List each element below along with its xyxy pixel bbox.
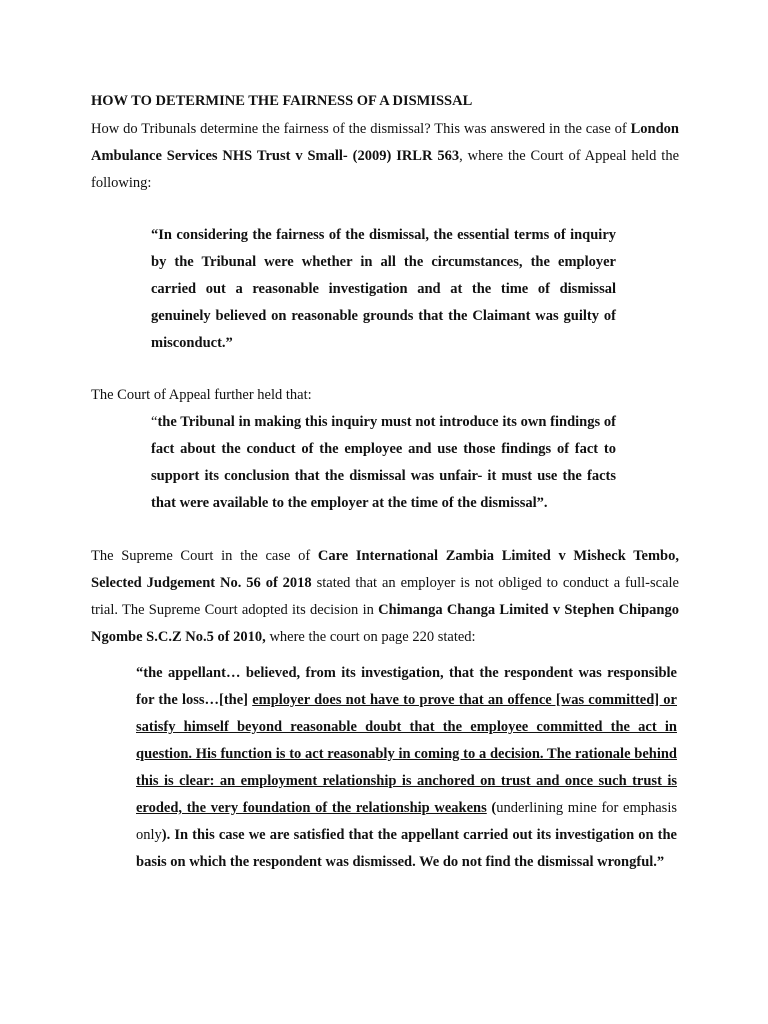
case-citation-london-ambulance: London Ambulance Services NHS Trust v Small- (2009) IRLR 563 [91,121,679,164]
quote-3-underlined: employer does not have to prove that an offence [was committed] or satisfy himself beyond reasonable doubt that the employee committed the act in question. His function is to act reasonably in coming to a decision. The rationale behind this is clear: an employment relationship is anchored on trust and once such trust is eroded, the very foundation of the relationship weakens [136,692,677,816]
quote-open-mark: “ [151,414,158,430]
section-heading: HOW TO DETERMINE THE FAIRNESS OF A DISMISSAL [91,93,473,109]
quote-3-emphasis-note: underlining mine for emphasis only [136,800,677,843]
quote-3-end: . In this case we are satisfied that the appellant carried out its investigation on the basis on which the respondent was dismissed. We do not find the dismissal wrongful.” [136,827,677,870]
intro-paragraph [91,116,679,197]
intro-text-end: , where the Court of Appeal held the following: [91,148,679,191]
court-of-appeal-paragraph: The Court of Appeal further held that: [91,387,312,403]
case-citation-care-international: Care International Zambia Limited v Misheck Tembo, Selected Judgement No. 56 of 2018 [91,548,679,591]
block-quote-2 [151,409,616,517]
quote-3-paren-open: ( [486,800,497,816]
block-quote-1: “In considering the fairness of the dismissal, the essential terms of inquiry by the Tribunal were whether in all the circumstances, the employer carried out a reasonable investigation and at the time of dismissal genuinely believed on reasonable grounds that the Claimant was guilty of misconduct.” [151,227,616,351]
case-citation-chimanga-changa: Chimanga Changa Limited v Stephen Chipango Ngombe S.C.Z No.5 of 2010, [91,602,679,645]
block-quote-3 [136,660,677,876]
supreme-court-paragraph [91,543,679,651]
quote-3-start: “the appellant… believed, from its investigation, that the respondent was responsible for the loss…[the] [136,665,677,708]
supreme-court-text-mid: stated that an employer is not obliged to conduct a full-scale trial. The Supreme Court adopted its decision in [91,575,679,618]
quote-3-paren-close: ) [161,827,167,843]
intro-text: How do Tribunals determine the fairness of the dismissal? This was answered in the case of [91,121,631,137]
supreme-court-text-end: where the court on page 220 stated: [265,629,476,645]
quote-2-text: the Tribunal in making this inquiry must not introduce its own findings of fact about the conduct of the employee and use those findings of fact to support its conclusion that the dismissal was unfair- it must use the facts that were available to the employer at the time of the dismissal”. [151,414,616,511]
supreme-court-text: The Supreme Court in the case of [91,548,318,564]
